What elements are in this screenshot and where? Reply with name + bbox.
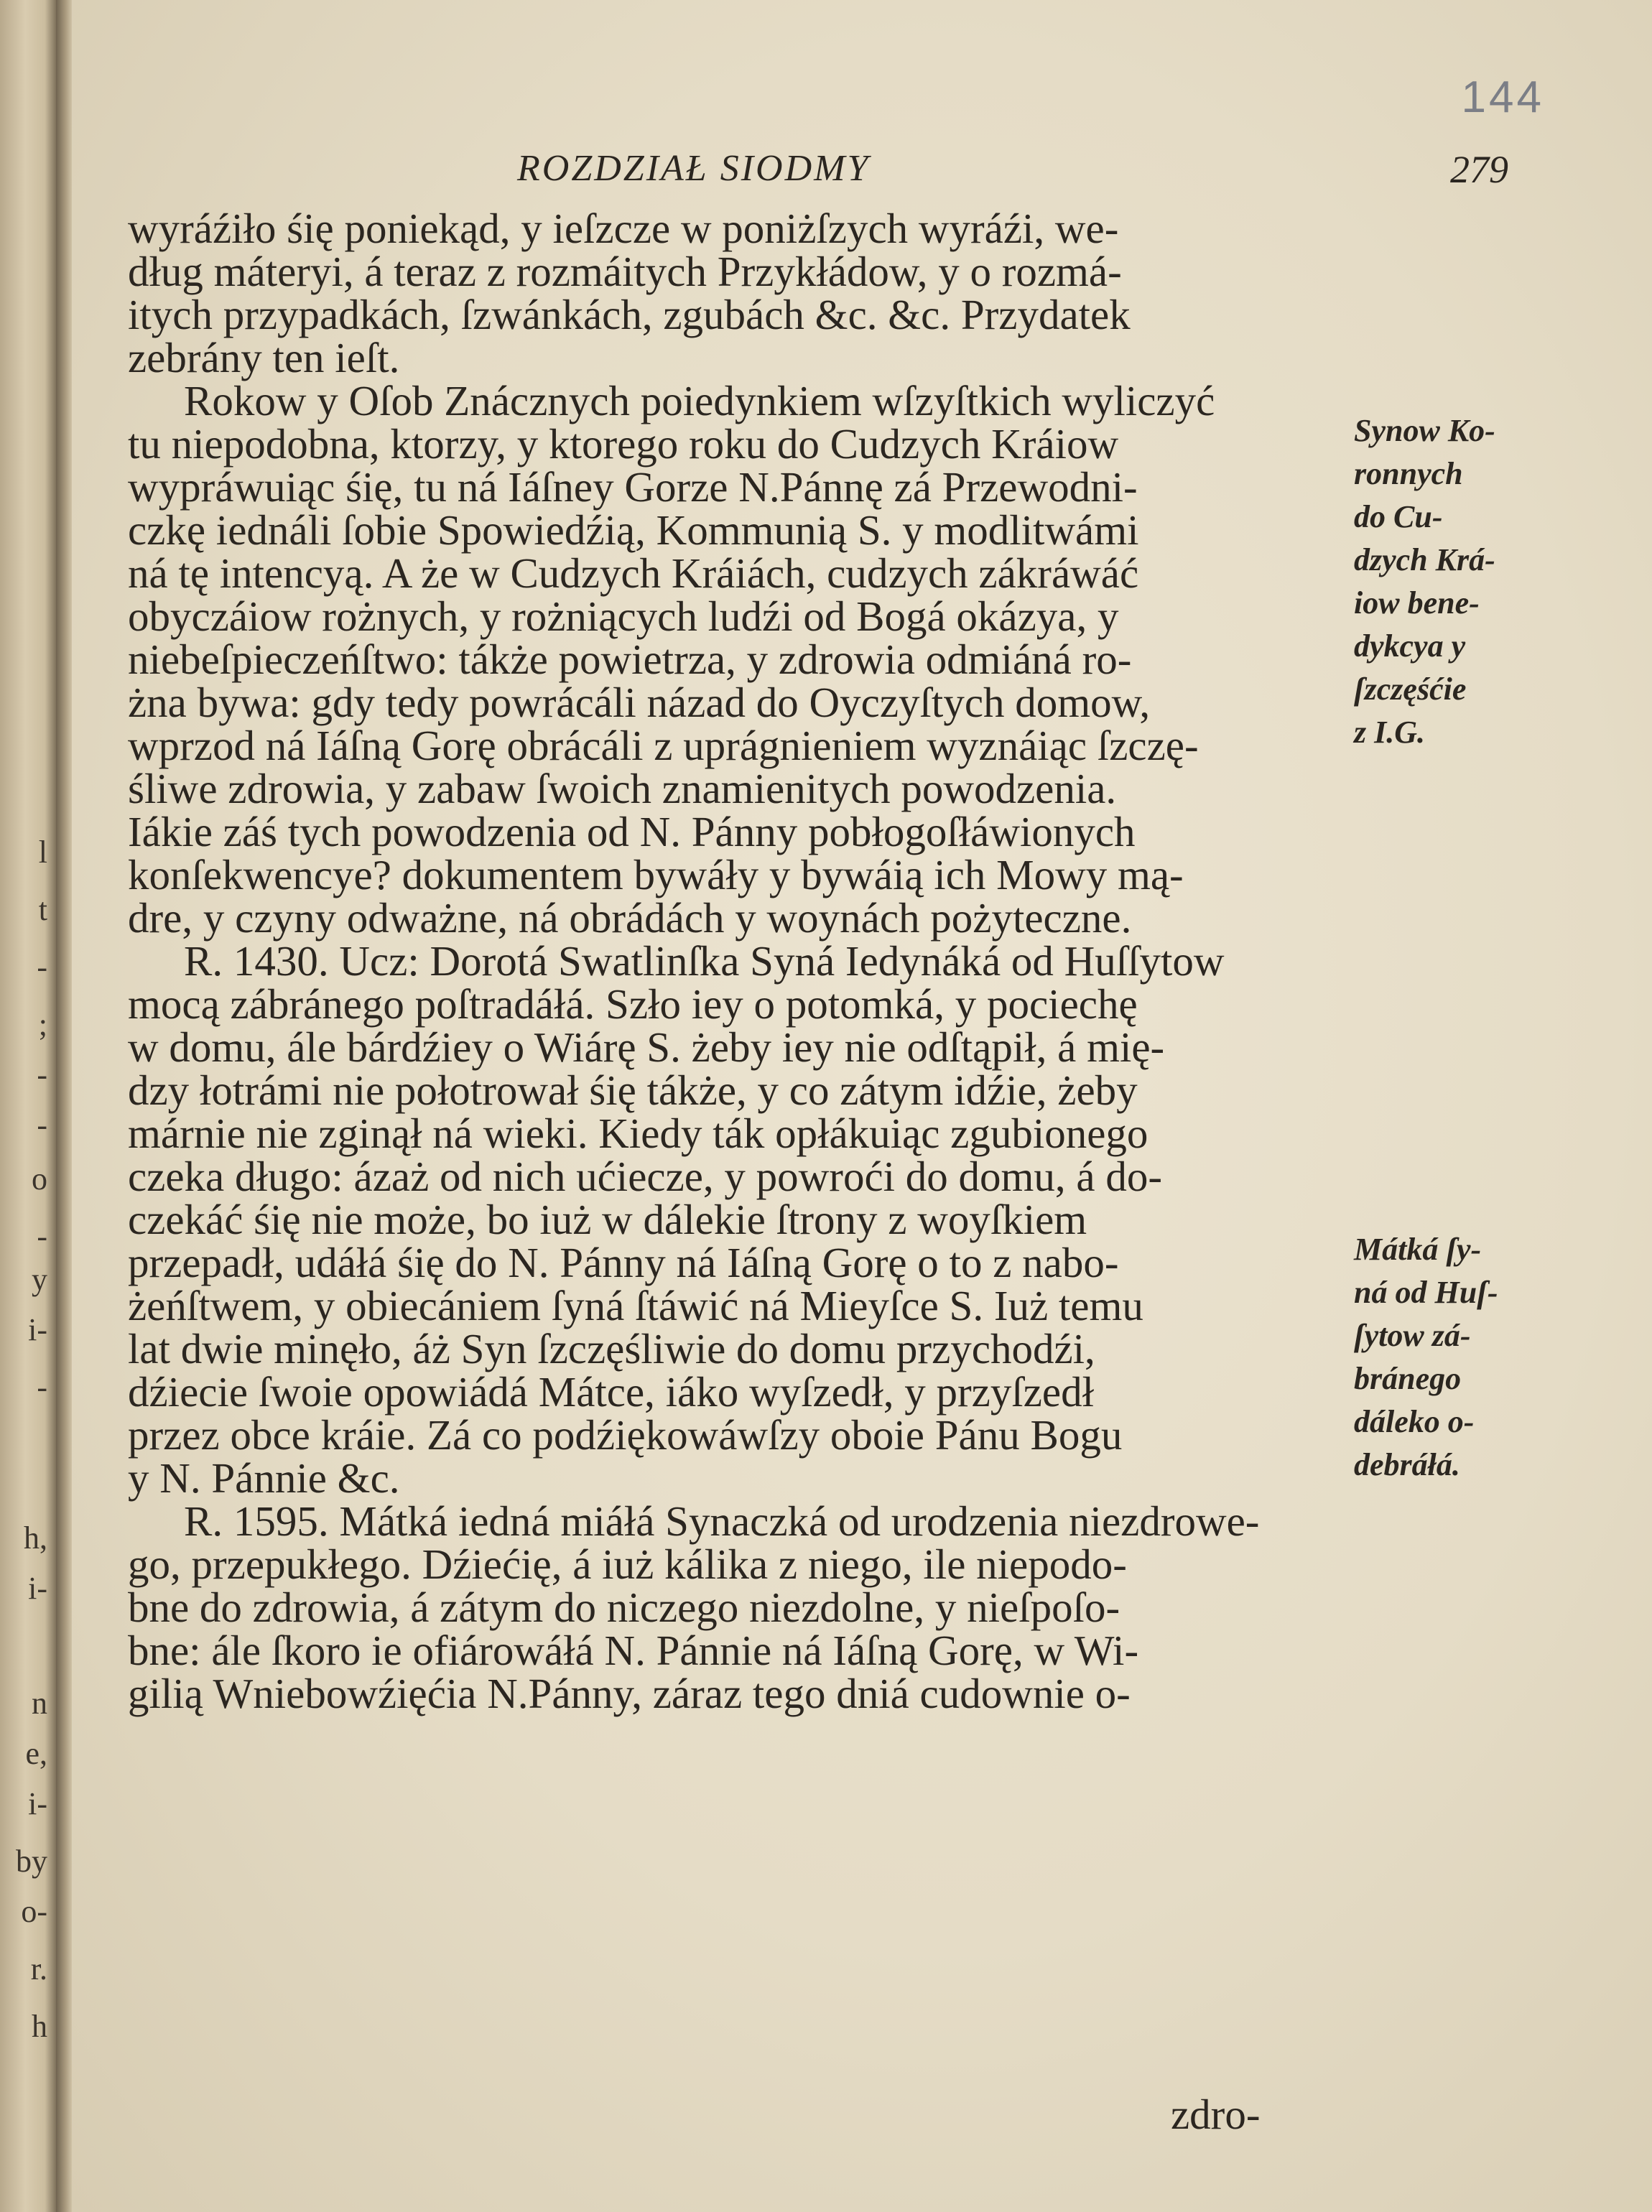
text-line: czekáć śię nie może, bo iuż w dálekie ſtrony z woyſkiem	[128, 1196, 1087, 1243]
left-page-fragment: i-	[28, 1571, 47, 1606]
left-page-fragment: n	[32, 1686, 47, 1721]
text-line: żeńſtwem, y obiecániem ſyná ſtáwić ná Mieyſce S. Iuż temu	[128, 1282, 1143, 1329]
text-line: Iákie záś tych powodzenia od N. Pánny pobłogoſłáwionych	[128, 808, 1136, 855]
margin-note-line: ſzczęśćie	[1354, 672, 1467, 707]
left-page-fragment: by	[16, 1844, 47, 1879]
left-page-fragment: h	[32, 2009, 47, 2044]
left-page-fragment: e,	[25, 1736, 47, 1771]
margin-note-line: dzych Krá-	[1354, 542, 1495, 577]
left-page-fragment: h,	[24, 1520, 47, 1556]
text-line: ná tę intencyą. A że w Cudzych Kráiách, cudzych zákráwáć	[128, 549, 1139, 597]
left-page-edge	[0, 0, 56, 2212]
left-page-fragment: -	[37, 1057, 47, 1092]
text-line: czeka długo: ázaż od nich ućiecze, y powroći do domu, á do-	[128, 1153, 1162, 1200]
margin-note-line: ronnych	[1354, 456, 1463, 491]
text-line: R. 1595. Mátká iedná miáłá Synaczká od urodzenia niezdrowe-	[184, 1497, 1260, 1545]
margin-note-line: do Cu-	[1354, 499, 1443, 534]
left-page-fragment: -	[37, 949, 47, 985]
text-line: tu niepodobna, ktorzy, y ktorego roku do Cudzych Kráiow	[128, 420, 1119, 468]
left-page-fragment: -	[37, 1107, 47, 1143]
text-line: dre, y czyny odważne, ná obrádách y woynách pożyteczne.	[128, 894, 1132, 942]
left-page-fragment: y	[32, 1262, 47, 1297]
left-page-fragment: t	[38, 892, 47, 927]
margin-note-line: bránego	[1354, 1361, 1462, 1396]
handwritten-foliation: 144	[1461, 73, 1544, 122]
text-line: R. 1430. Ucz: Dorotá Swatlinſka Syná Iedynáká od Huſſytow	[184, 937, 1225, 985]
text-line: itych przypadkách, ſzwánkách, zgubách &c. &c. Przydatek	[128, 291, 1131, 338]
left-page-fragment: i-	[28, 1786, 47, 1821]
text-line: żna bywa: gdy tedy powrácáli názad do Oyczyſtych domow,	[128, 679, 1151, 726]
margin-note-line: dáleko o-	[1354, 1404, 1475, 1439]
text-line: w domu, ále bárdźiey o Wiárę S. żeby iey nie odſtąpił, á mię-	[128, 1023, 1165, 1071]
text-line: dług máteryi, á teraz z rozmáitych Przykłádow, y o rozmá-	[128, 248, 1122, 295]
text-line: niebeſpieczeńſtwo: tákże powietrza, y zdrowia odmiáná ro-	[128, 636, 1132, 683]
text-line: przez obce kráie. Zá co podźiękowáwſzy oboie Pánu Bogu	[128, 1411, 1123, 1459]
right-page	[72, 0, 1652, 2212]
margin-note-line: debráłá.	[1354, 1447, 1460, 1482]
margin-note-line: dykcya y	[1354, 628, 1466, 664]
text-line: bne do zdrowia, á zátym do niczego niezdolne, y nieſpoſo-	[128, 1584, 1120, 1631]
margin-note-line: Synow Ko-	[1354, 413, 1495, 448]
margin-note-1	[1354, 409, 1584, 754]
margin-note-line: ná od Huſ-	[1354, 1275, 1498, 1310]
text-line: wprzod ná Iáſną Gorę obrácáli z uprágnieniem wyznáiąc ſzczę-	[128, 722, 1199, 769]
text-line: Rokow y Oſob Znácznych poiedynkiem wſzyſtkich wyliczyć	[184, 377, 1215, 424]
text-line: wypráwuiąc śię, tu ná Iáſney Gorze N.Pánnę zá Przewodni-	[128, 463, 1138, 511]
text-line: dźiecie ſwoie opowiádá Mátce, iáko wyſzedł, y przyſzedł	[128, 1368, 1094, 1416]
margin-note-line: ſytow zá-	[1354, 1318, 1471, 1353]
text-line: márnie nie zginął ná wieki. Kiedy ták opłákuiąc zgubionego	[128, 1110, 1148, 1157]
text-line: konſekwencye? dokumentem bywáły y bywáią ich Mowy mą-	[128, 851, 1184, 898]
book-gutter	[56, 0, 72, 2212]
text-line: wyráźiło śię poniekąd, y ieſzcze w poniżſzych wyráźi, we-	[128, 205, 1119, 252]
left-page-fragment: o-	[21, 1894, 47, 1929]
page-number: 279	[1450, 148, 1508, 191]
catchword: zdro-	[1171, 2091, 1261, 2138]
body-text	[128, 207, 1414, 1715]
left-page-fragment: r.	[30, 1951, 47, 1986]
text-line: y N. Pánnie &c.	[128, 1454, 400, 1502]
text-line: śliwe zdrowia, y zabaw ſwoich znamienitych powodzenia.	[128, 765, 1117, 812]
text-line: lat dwie minęło, áż Syn ſzczęśliwie do domu przychodźi,	[128, 1325, 1095, 1372]
left-page-fragment: l	[38, 835, 47, 870]
left-page-fragment: o	[32, 1161, 47, 1196]
text-line: przepadł, udáłá śię do N. Pánny ná Iáſną Gorę o to z nabo-	[128, 1239, 1119, 1286]
margin-note-line: z I.G.	[1354, 715, 1426, 750]
margin-note-line: Mátká ſy-	[1354, 1232, 1482, 1267]
text-line: dzy łotrámi nie połotrował śię tákże, y co zátym idźie, żeby	[128, 1066, 1138, 1114]
left-page-fragment: ;	[38, 1007, 47, 1042]
text-line: go, przepukłego. Dźiećię, á iuż kálika z niego, ile niepodo-	[128, 1540, 1127, 1588]
text-line: gilią Wniebowźięćia N.Pánny, záraz tego dniá cudownie o-	[128, 1670, 1131, 1717]
text-line: obyczáiow rożnych, y rożniących ludźi od Bogá okázya, y	[128, 592, 1119, 640]
left-page-fragment: i-	[28, 1312, 47, 1347]
running-head: ROZDZIAŁ SIODMY	[517, 148, 871, 189]
margin-note-2	[1354, 1228, 1584, 1487]
text-line: czkę iednáli ſobie Spowiedźią, Kommunią S. y modlitwámi	[128, 506, 1139, 554]
margin-note-line: iow bene-	[1354, 585, 1480, 621]
text-line: bne: ále ſkoro ie ofiárowáłá N. Pánnie ná Iáſną Gorę, w Wi-	[128, 1627, 1139, 1674]
left-page-fragment: -	[37, 1370, 47, 1405]
left-page-fragment: -	[37, 1219, 47, 1254]
text-line: zebrány ten ieſt.	[128, 334, 400, 381]
text-line: mocą zábránego poſtradáłá. Szło iey o potomká, y pociechę	[128, 980, 1138, 1028]
